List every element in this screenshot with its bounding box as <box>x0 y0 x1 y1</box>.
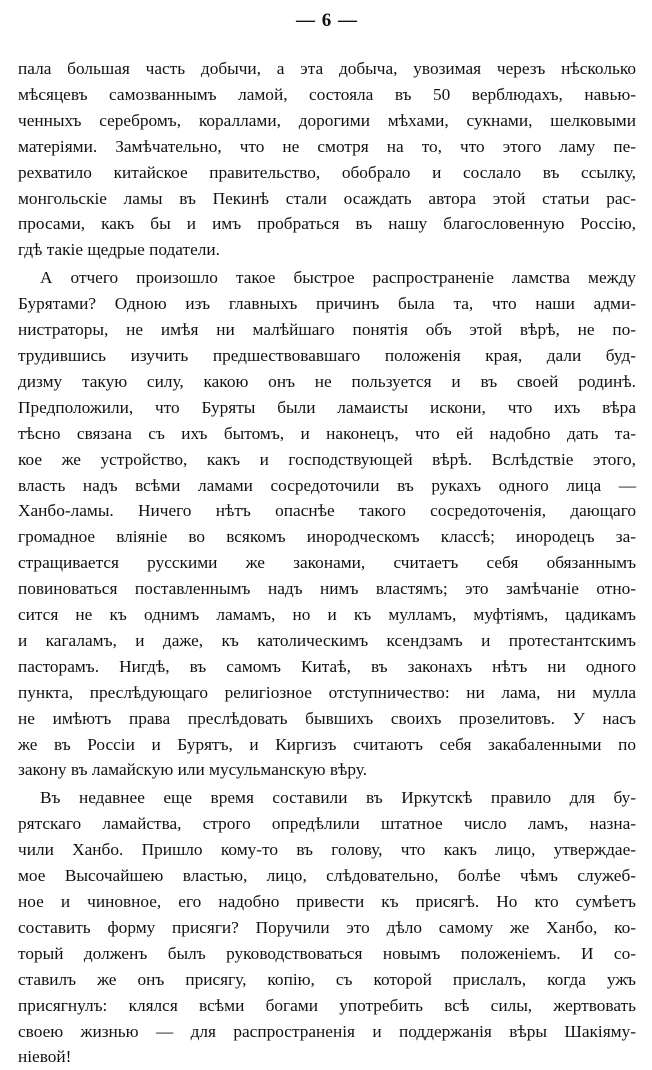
body-text <box>18 56 636 1070</box>
text-line: ставилъ же онъ присягу, копію, съ которой прислалъ, когда ужъ <box>18 969 636 989</box>
text-line: ченныхъ серебромъ, кораллами, дорогими мѣхами, сукнами, шелковыми <box>18 110 636 130</box>
paragraph <box>18 56 636 263</box>
page-number: — 6 — <box>296 10 358 31</box>
text-line: ніевой! <box>18 1047 72 1067</box>
text-line: стращивается русскими же законами, считаетъ себя обязаннымъ <box>18 553 636 573</box>
text-line: монгольскіе ламы въ Пекинѣ стали осаждать автора этой статьи рас- <box>18 188 636 208</box>
text-line: чили Ханбо. Пришло кому-то въ голову, что какъ лицо, утверждае- <box>18 840 636 860</box>
text-line: нистраторы, не имѣя ни малѣйшаго понятія объ этой вѣрѣ, не по- <box>18 320 636 340</box>
text-line: своею жизнью — для распространенія и поддержанія вѣры Шакіяму- <box>18 1021 636 1041</box>
text-line: сится не къ однимъ ламамъ, но и къ мулламъ, муфтіямъ, цадикамъ <box>18 605 636 625</box>
text-line: мѣсяцевъ самозваннымъ ламой, состояла въ 50 верблюдахъ, навью- <box>18 84 636 104</box>
text-line: дизму такую силу, какою онъ не пользуется и въ своей родинѣ. <box>18 371 636 391</box>
text-line: не имѣютъ права преслѣдовать бывшихъ своихъ прозелитовъ. У насъ <box>18 708 636 728</box>
text-line: рятскаго ламайства, строго опредѣлили штатное число ламъ, назна- <box>18 814 636 834</box>
text-line: присягнулъ: клялся всѣми богами употребить всѣ силы, жертвовать <box>18 995 636 1015</box>
text-line: гдѣ такіе щедрые податели. <box>18 240 220 260</box>
text-line: Бурятами? Одною изъ главныхъ причинъ была та, что наши адми- <box>18 294 636 314</box>
text-line: составить форму присяги? Поручили это дѣло самому же Ханбо, ко- <box>18 917 636 937</box>
text-line: пасторамъ. Нигдѣ, въ самомъ Китаѣ, въ законахъ нѣтъ ни одного <box>18 656 636 676</box>
paragraph <box>18 785 636 1070</box>
text-line: Предположили, что Буряты были ламаисты искони, что ихъ вѣра <box>18 397 636 417</box>
text-line: громадное вліяніе во всякомъ инородческомъ классѣ; инородецъ за- <box>18 527 636 547</box>
text-line: же въ Россіи и Бурятъ, и Киргизъ считаютъ себя закабаленными по <box>18 734 636 754</box>
paragraph <box>18 265 636 783</box>
text-line: рехватило китайское правительство, обобрало и сослало въ ссылку, <box>18 162 636 182</box>
text-line: власть надъ всѣми ламами сосредоточили въ рукахъ одного лица — <box>18 475 636 495</box>
text-line: Въ недавнее еще время составили въ Иркутскѣ правило для бу- <box>40 788 636 808</box>
text-line: Ханбо-ламы. Ничего нѣтъ опаснѣе такого сосредоточенія, дающаго <box>18 501 636 521</box>
text-line: трудившись изучить предшествовавшаго положенія края, дали буд- <box>18 345 636 365</box>
text-line: просами, какъ бы и имъ пробраться въ нашу благословенную Россію, <box>18 214 636 234</box>
text-line: пункта, преслѣдующаго религіозное отступничество: ни лама, ни мулла <box>18 682 636 702</box>
text-line: кое же устройство, какъ и господствующей вѣрѣ. Вслѣдствіе этого, <box>18 449 636 469</box>
text-line: тѣсно связана съ ихъ бытомъ, и наконецъ, что ей надобно дать та- <box>18 423 636 443</box>
text-line: торый долженъ былъ руководствоваться новымъ положеніемъ. И со- <box>18 943 636 963</box>
text-line: закону въ ламайскую или мусульманскую вѣру. <box>18 760 368 780</box>
text-line: матеріями. Замѣчательно, что не смотря на то, что этого ламу пе- <box>18 136 636 156</box>
text-line: повиноваться поставленнымъ надъ нимъ властямъ; это замѣчаніе отно- <box>18 579 636 599</box>
text-line: пала большая часть добычи, а эта добыча, увозимая черезъ нѣсколько <box>18 59 636 78</box>
text-line: А отчего произошло такое быстрое распространеніе ламства между <box>40 268 636 288</box>
text-line: мое Высочайшею властью, лицо, слѣдовательно, болѣе чѣмъ служеб- <box>18 866 636 886</box>
text-line: и кагаламъ, и даже, къ католическимъ ксендзамъ и протестантскимъ <box>18 630 636 650</box>
text-line: ное и чиновное, его надобно привести къ присягѣ. Но кто сумѣетъ <box>18 892 636 911</box>
